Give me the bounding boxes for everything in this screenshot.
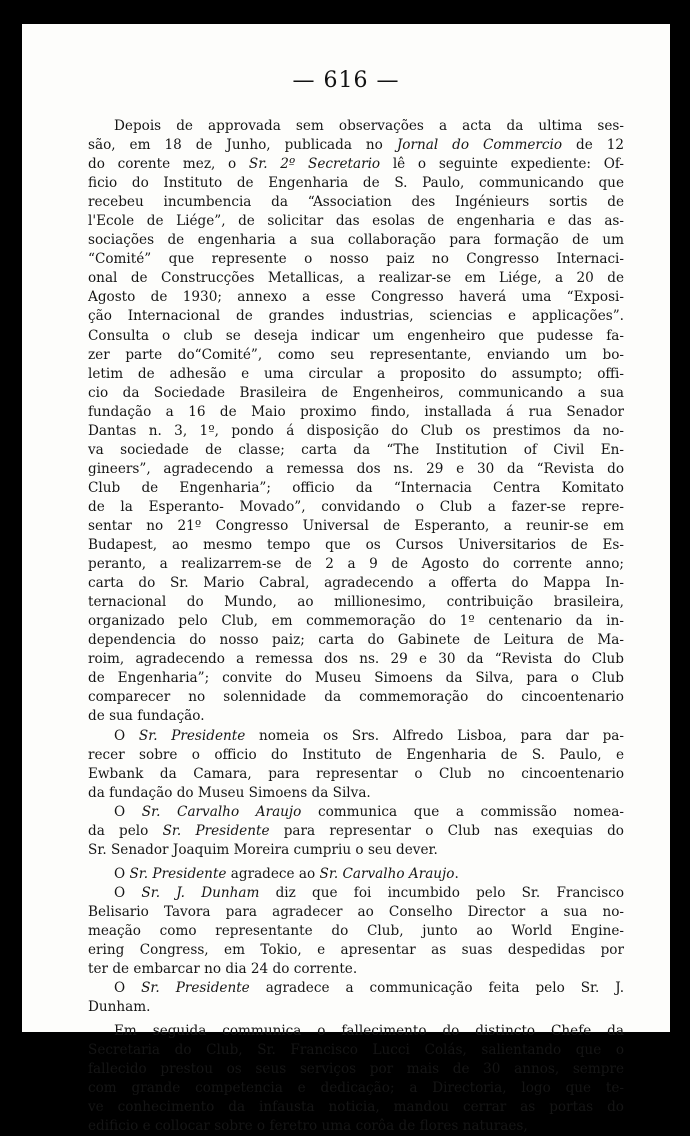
text-line: letim de adhesão e uma circular a proposito do assumpto; offi-	[88, 365, 624, 382]
text-line: sentar no 21º Congresso Universal de Esperanto, a reunir-se em	[88, 517, 624, 534]
paragraph	[88, 117, 624, 727]
text-line: organizado pelo Club, em commemoração do 1º centenario da in-	[88, 613, 624, 630]
text-line: zer parte do“Comité”, como seu representante, enviando um bo-	[88, 346, 624, 363]
text-line: com grande competencia e dedicação; a Directoria, logo que te-	[88, 1080, 624, 1097]
text-line: Consulta o club se deseja indicar um engenheiro que pudesse fa-	[88, 327, 624, 344]
body-text	[88, 117, 624, 1136]
text-line: são, em 18 de Junho, publicada no Jornal do Commercio de 12	[88, 137, 624, 154]
text-line: gineers”, agradecendo a remessa dos ns. 29 e 30 da “Revista do	[88, 460, 624, 477]
text-line: l'Ecole de Liége”, de solicitar das esolas de engenharia e das as-	[88, 213, 624, 230]
paragraph	[88, 727, 624, 803]
text-line: O Sr. Carvalho Araujo communica que a commissão nomea-	[114, 803, 624, 820]
text-line: fallecido prestou os seus serviços por mais de 30 annos, sempre	[88, 1061, 624, 1078]
text-line: de Engenharia”; convite do Museu Simoens da Silva, para o Club	[88, 670, 624, 687]
text-line: do corente mez, o Sr. 2º Secretario lê o seguinte expediente: Of-	[88, 156, 624, 173]
text-line: fundação a 16 de Maio proximo findo, installada á rua Senador	[88, 403, 624, 420]
text-line: ternacional do Mundo, ao millionesimo, contribuição brasileira,	[88, 594, 624, 611]
text-line: ficio do Instituto de Engenharia de S. Paulo, communicando que	[88, 175, 624, 192]
document-page	[22, 24, 670, 1135]
text-line: “Comité” que represente o nosso paiz no Congresso Internaci-	[88, 251, 624, 268]
text-line: roim, agradecendo a remessa dos ns. 29 e 30 da “Revista do Club	[88, 651, 624, 668]
text-line: cio da Sociedade Brasileira de Engenheiros, communicando a sua	[88, 384, 624, 401]
page-number: — 616 —	[292, 68, 400, 93]
text-line: O Sr. Presidente agradece ao Sr. Carvalho Araujo.	[114, 865, 459, 882]
text-line: carta do Sr. Mario Cabral, agradecendo a offerta do Mappa In-	[88, 575, 624, 592]
paragraph	[88, 803, 624, 860]
text-line: Em seguida communica o fallecimento do distincto Chefe da	[114, 1023, 624, 1040]
text-line: O Sr. J. Dunham diz que foi incumbido pelo Sr. Francisco	[114, 884, 625, 901]
paragraph	[88, 865, 624, 884]
text-line: Ewbank da Camara, para representar o Club no cincoentenario	[88, 765, 624, 782]
text-line: onal de Construcções Metallicas, a realizar-se em Liége, a 20 de	[88, 270, 624, 287]
text-line: Belisario Tavora para agradecer ao Conselho Director a sua no-	[88, 903, 624, 920]
text-line: comparecer no solennidade da commemoração do cincoentenario	[88, 689, 624, 706]
text-line: O Sr. Presidente nomeia os Srs. Alfredo Lisboa, para dar pa-	[114, 727, 625, 744]
paragraph	[88, 884, 624, 979]
paragraph	[88, 1022, 624, 1136]
text-line: recebeu incumbencia da “Association des Ingénieurs sortis de	[88, 194, 624, 211]
text-line: ter de embarcar no dia 24 do corrente.	[88, 961, 358, 978]
text-line: ering Congress, em Tokio, e apresentar as suas despedidas por	[88, 942, 624, 959]
text-line: Agosto de 1930; annexo a esse Congresso haverá uma “Exposi-	[88, 289, 624, 306]
text-line: Depois de approvada sem observações a acta da ultima ses-	[114, 118, 624, 134]
text-line: Dunham.	[88, 999, 151, 1016]
text-line: va sociedade de classe; carta da “The Institution of Civil En-	[88, 441, 624, 458]
text-line: de la Esperanto- Movado”, convidando o Club a fazer-se repre-	[88, 498, 624, 515]
text-line: dependencia do nosso paiz; carta do Gabinete de Leitura de Ma-	[88, 632, 624, 649]
paragraph	[88, 979, 624, 1017]
text-line: Sr. Senador Joaquim Moreira cumpriu o seu dever.	[88, 841, 438, 858]
text-line: Dantas n. 3, 1º, pondo á disposição do Club os prestimos da no-	[88, 422, 624, 439]
text-line: Secretaria do Club, Sr. Francisco Lucci Colás, salientando que o	[88, 1042, 624, 1059]
text-line: meação como representante do Club, junto ao World Engine-	[88, 922, 624, 939]
text-line: recer sobre o officio do Instituto de Engenharia de S. Paulo, e	[88, 746, 624, 763]
text-line: da pelo Sr. Presidente para representar o Club nas exequias do	[88, 822, 624, 839]
text-line: Budapest, ao mesmo tempo que os Cursos Universitarios de Es-	[88, 537, 624, 554]
text-line: da fundação do Museu Simoens da Silva.	[88, 784, 371, 801]
text-line: de sua fundação.	[88, 708, 205, 725]
text-line: ção Internacional de grandes industrias, sciencias e applicações”.	[88, 308, 624, 325]
text-line: sociações de engenharia a sua collaboração para formação de um	[88, 232, 624, 249]
text-line: O Sr. Presidente agradece a communicação feita pelo Sr. J.	[114, 980, 625, 997]
text-line: edificio e collocar sobre o feretro uma corôa de flores naturaes,	[88, 1118, 528, 1135]
text-line: Club de Engenharia”; officio da “Internacia Centra Komitato	[88, 479, 624, 496]
text-line: ve conhecimento da infausta noticia, mandou cerrar as portas do	[88, 1099, 624, 1116]
text-line: peranto, a realizarrem-se de 2 a 9 de Agosto do corrente anno;	[88, 556, 624, 573]
